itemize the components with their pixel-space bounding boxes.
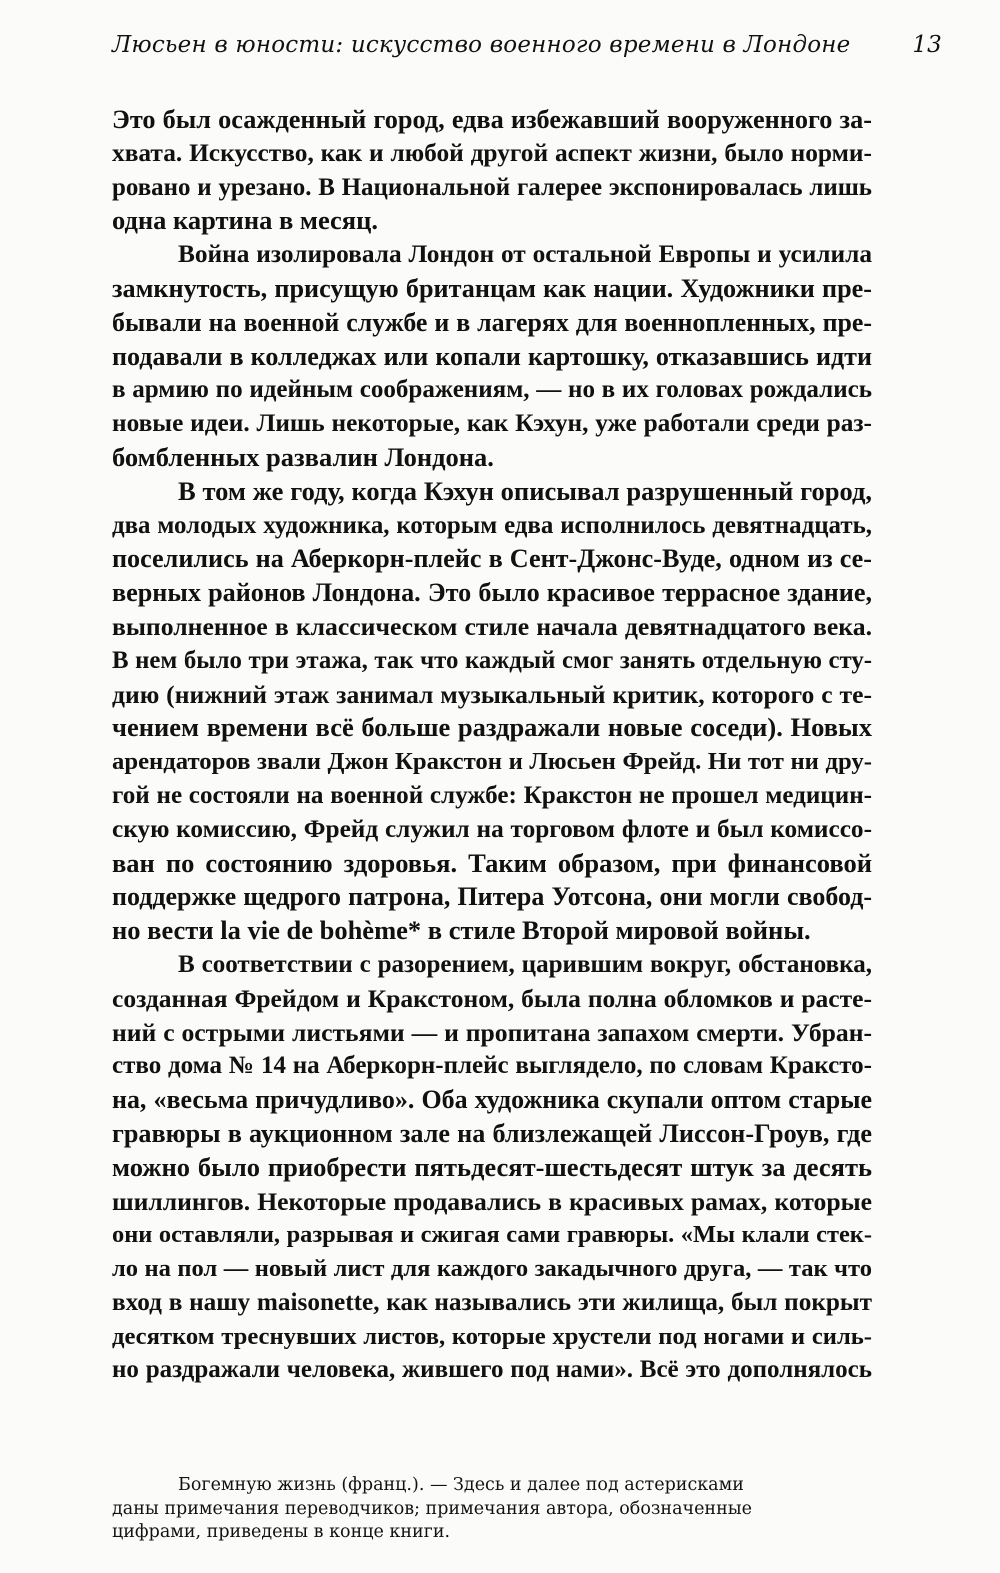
text-line: можно было приобрести пятьдесят-шестьдесят штук за десять	[112, 1151, 872, 1182]
text-line: бомбленных развалин Лондона.	[112, 441, 494, 472]
footnote-line: цифрами, приведены в конце книги.	[112, 1522, 451, 1542]
text-line: шиллингов. Некоторые продавались в красивых рамах, которые	[112, 1186, 872, 1216]
text-line: В соответствии с разорением, царившим вокруг, обстановка,	[178, 950, 872, 978]
text-line: выполненное в классическом стиле начала девятнадцатого века.	[112, 611, 872, 641]
text-line: одна картина в месяц.	[112, 205, 379, 236]
footnote-line: Богемную жизнь (франц.). — Здесь и далее под астерисками	[178, 1475, 744, 1495]
text-line: В том же году, когда Кэхун описывал разрушенный город,	[178, 475, 872, 506]
text-line: новые идеи. Лишь некоторые, как Кэхун, уже работали среди раз-	[112, 409, 872, 438]
text-line: гравюры в аукционном зале на близлежащей Лиссон-Гроув, где	[112, 1118, 872, 1148]
text-line: дию (нижний этаж занимал музыкальный критик, которого с те-	[112, 679, 872, 709]
text-line: но вести la vie de bohème* в стиле Второй мировой войны.	[112, 915, 811, 946]
body-text	[112, 103, 872, 1387]
text-line: ровано и урезано. В Национальной галерее экспонировалась лишь	[112, 173, 872, 201]
text-line: верных районов Лондона. Это было красивое террасное здание,	[112, 578, 872, 608]
text-line: арендаторов звали Джон Кракстон и Люсьен Фрейд. Ни тот ни дру-	[112, 748, 872, 776]
text-line: бывали на военной службе и в лагерях для военнопленных, пре-	[112, 307, 872, 337]
text-line: десятком треснувших листов, которые хрустели под ногами и силь-	[112, 1322, 872, 1350]
text-line: чением времени всё больше раздражали новые соседи). Новых	[112, 712, 872, 743]
text-line: на, «весьма причудливо». Оба художника скупали оптом старые	[112, 1085, 872, 1115]
text-line: в армию по идейным соображениям, — но в их головах рождались	[112, 376, 872, 404]
text-line: два молодых художника, которым едва исполнилось девятнадцать,	[112, 511, 872, 539]
text-line: подавали в колледжах или копали картошку, отказавшись идти	[112, 341, 872, 371]
text-line: Это был осажденный город, едва избежавший вооруженного за-	[112, 105, 872, 134]
text-line: ство дома № 14 на Аберкорн-плейс выглядело, по словам Краксто-	[112, 1052, 872, 1080]
text-line: вход в нашу maisonette, как назывались эти жилища, был покрыт	[112, 1288, 872, 1316]
running-header	[112, 32, 942, 68]
text-line: скую комиссию, Фрейд служил на торговом флоте и был комиссо-	[112, 814, 872, 843]
chapter-title: Люсьен в юности: искусство военного времени в Лондоне	[112, 32, 851, 58]
text-line: они оставляли, разрывая и сжигая сами гравюры. «Мы клали стек-	[112, 1221, 872, 1249]
text-line: хвата. Искусство, как и любой другой аспект жизни, было норми-	[112, 138, 872, 167]
text-line: созданная Фрейдом и Кракстоном, была полна обломков и расте-	[112, 983, 872, 1013]
text-line: ван по состоянию здоровья. Таким образом, при финансовой	[112, 847, 872, 878]
text-line: замкнутость, присущую британцам как нации. Художники пре-	[112, 273, 872, 303]
text-line: поселились на Аберкорн-плейс в Сент-Джонс-Вуде, одном из се-	[112, 544, 872, 574]
text-line: но раздражали человека, жившего под нами». Всё это дополнялось	[112, 1356, 872, 1384]
text-line: Война изолировала Лондон от остальной Европы и усилила	[178, 240, 872, 269]
text-line: ний с острыми листьями — и пропитана запахом смерти. Убран-	[112, 1017, 872, 1047]
footnote	[112, 1474, 872, 1545]
text-line: гой не состояли на военной службе: Кракстон не прошел медицин-	[112, 781, 872, 809]
footnote-line: даны примечания переводчиков; примечания автора, обозначенные	[112, 1498, 753, 1519]
text-line: ло на пол — новый лист для каждого закадычного друга, — так что	[112, 1255, 872, 1283]
page-number: 13	[912, 32, 942, 58]
text-line: В нем было три этажа, так что каждый смог занять отдельную сту-	[112, 646, 872, 674]
text-line: поддержке щедрого патрона, Питера Уотсона, они могли свобод-	[112, 882, 872, 912]
